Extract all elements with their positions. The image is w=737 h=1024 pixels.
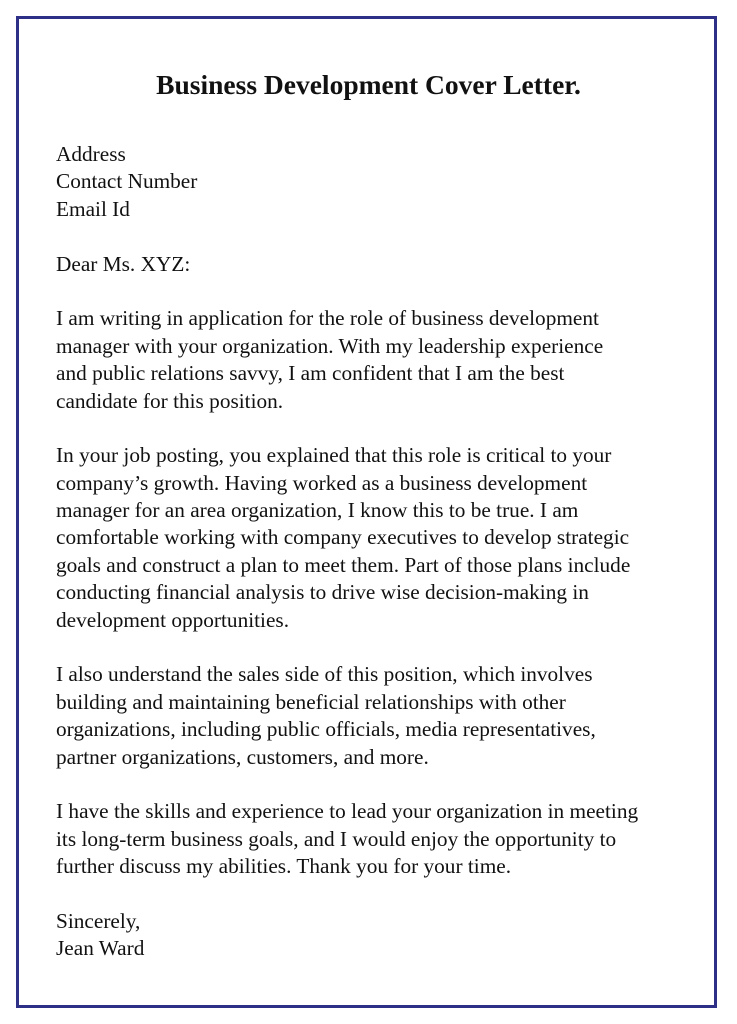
paragraph-line: goals and construct a plan to meet them. Part of those plans include [56,552,631,577]
paragraph-line: I have the skills and experience to lead your organization in meeting [56,799,639,824]
letter-title: Business Development Cover Letter. [156,69,581,100]
paragraph-line: further discuss my abilities. Thank you for your time. [56,854,512,879]
paragraph-line: organizations, including public officials, media representatives, [56,717,596,742]
letter-body [56,141,716,963]
paragraph-line: I am writing in application for the role of business development [56,306,599,331]
paragraph-line: candidate for this position. [56,388,284,413]
address-line: Address [56,142,126,166]
closing: Sincerely, [56,908,141,933]
paragraph-line: manager with your organization. With my leadership experience [56,333,604,358]
paragraph-line: company’s growth. Having worked as a business development [56,470,588,495]
paragraph-line: comfortable working with company executives to develop strategic [56,525,630,550]
signature-name: Jean Ward [56,936,145,961]
paragraph-line: and public relations savvy, I am confident that I am the best [56,361,565,386]
paragraph-line: development opportunities. [56,607,290,632]
salutation: Dear Ms. XYZ: [56,251,191,276]
paragraph-line: building and maintaining beneficial relationships with other [56,689,566,714]
paragraph-line: partner organizations, customers, and more. [56,744,429,769]
paragraph-line: its long-term business goals, and I would enjoy the opportunity to [56,826,617,851]
paragraph-2 [56,442,716,634]
paragraph-line: In your job posting, you explained that this role is critical to your [56,443,612,468]
paragraph-line: manager for an area organization, I know this to be true. I am [56,498,579,523]
paragraph-line: conducting financial analysis to drive wise decision-making in [56,580,589,605]
paragraph-1 [56,305,716,415]
contact-number-line: Contact Number [56,169,198,194]
paragraph-3 [56,661,716,771]
email-id-line: Email Id [56,196,130,221]
paragraph-4 [56,798,716,880]
sender-details [56,141,716,223]
paragraph-line: I also understand the sales side of this position, which involves [56,662,593,687]
